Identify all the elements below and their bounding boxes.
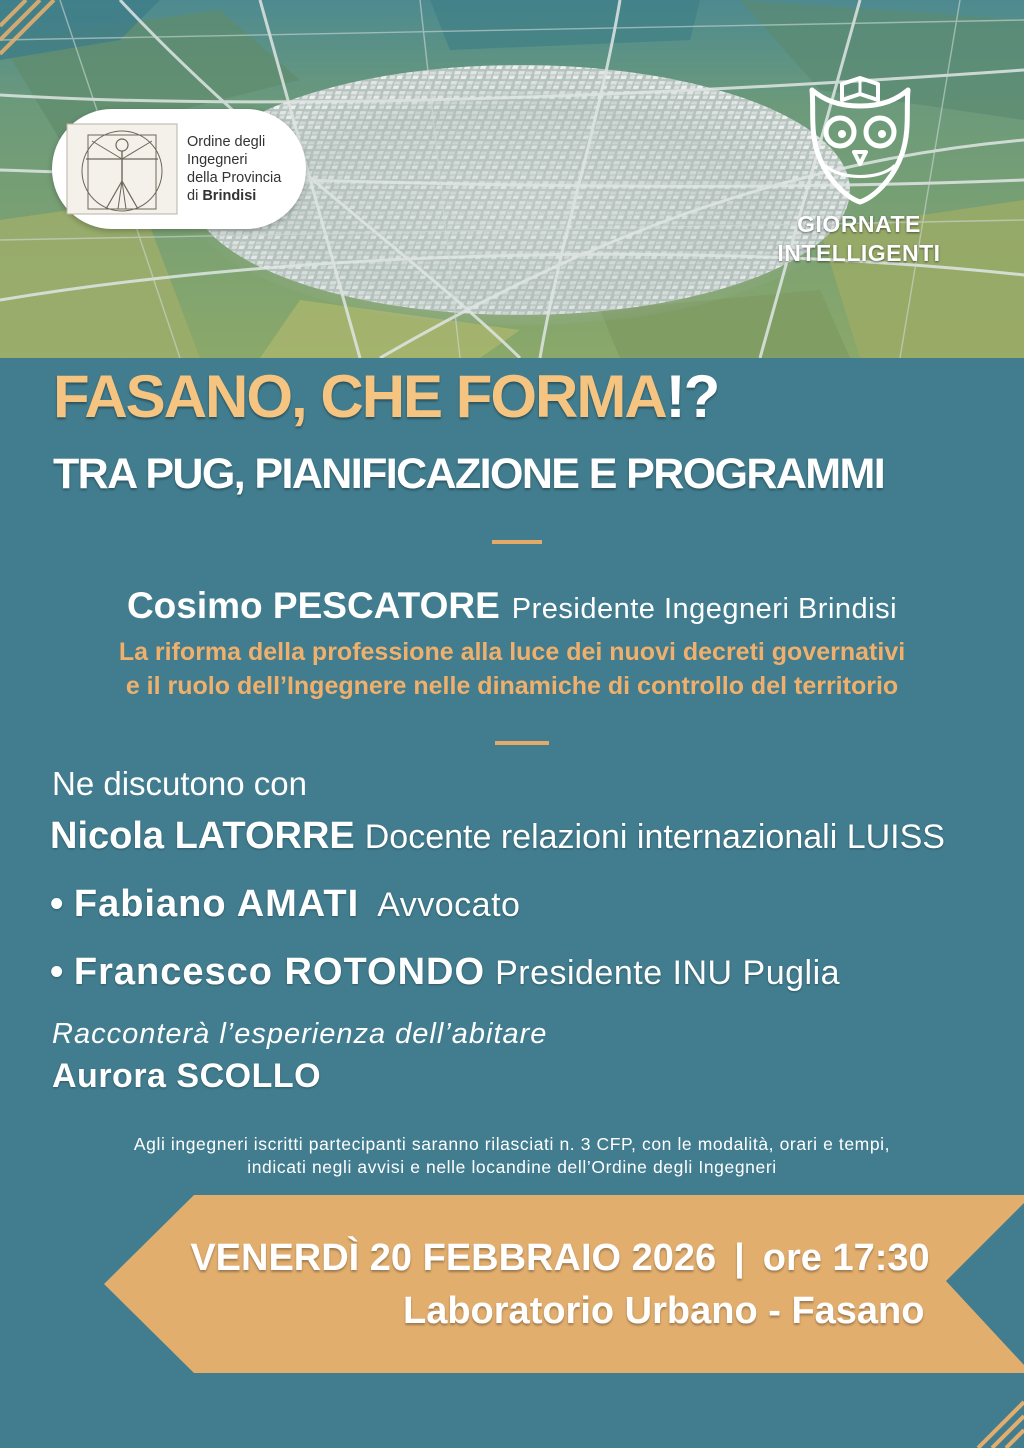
keynote-speaker <box>0 585 1024 627</box>
corner-decoration <box>954 1388 1024 1448</box>
panel-speaker-1 <box>50 815 945 858</box>
vitruvian-man-icon <box>62 119 182 219</box>
event-banner <box>0 1195 1024 1373</box>
speaker-3-name: Francesco ROTONDO <box>73 951 486 993</box>
owl-book-icon <box>804 70 916 210</box>
speaker-3-bullet: • <box>50 951 74 993</box>
badge-line-2: INTELLIGENTI <box>777 240 941 266</box>
testimony-label: Racconterà l’esperienza dell’abitare <box>52 1018 548 1050</box>
event-separator: | <box>734 1237 745 1279</box>
event-date: VENERDÌ 20 FEBBRAIO 2026 <box>190 1237 717 1279</box>
logo-line-1: Ordine degli <box>187 134 266 150</box>
keynote-role: Presidente Ingegneri Brindisi <box>511 593 898 625</box>
speaker-1-name: Nicola LATORRE <box>50 815 355 857</box>
topic-line-1: La riforma della professione alla luce dei nuovi decreti governativi <box>118 638 906 666</box>
speaker-2-bullet: • <box>50 883 74 925</box>
topic-line-2: e il ruolo dell’Ingegnere nelle dinamiche di controllo del territorio <box>125 672 899 700</box>
notice-line-2: indicati negli avvisi e nelle locandine dell’Ordine degli Ingegneri <box>247 1157 777 1177</box>
speaker-3-role: Presidente INU Puglia <box>495 954 841 992</box>
logo-line-4 <box>187 187 305 205</box>
ordine-ingegneri-text <box>187 133 305 205</box>
divider-2 <box>495 741 549 745</box>
page-title <box>53 362 718 431</box>
page-subtitle: TRA PUG, PIANIFICAZIONE E PROGRAMMI <box>53 450 885 498</box>
keynote-topic <box>0 635 1024 703</box>
testimony-name: Aurora SCOLLO <box>52 1057 322 1095</box>
header-image <box>0 0 1024 358</box>
event-venue: Laboratorio Urbano - Fasano <box>403 1290 925 1332</box>
badge-line-1: GIORNATE <box>797 211 921 237</box>
title-punct: !? <box>665 363 719 430</box>
panel-speaker-2 <box>50 883 520 926</box>
cfp-notice <box>0 1133 1024 1179</box>
panel-speaker-3 <box>50 951 840 994</box>
logo-line-4-bold: Brindisi <box>202 188 257 204</box>
event-datetime <box>140 1237 980 1280</box>
logo-line-2: Ingegneri <box>187 152 248 168</box>
title-main: FASANO, CHE FORMA <box>53 363 666 430</box>
panel-intro: Ne discutono con <box>52 765 307 802</box>
logo-line-3: della Provincia <box>187 170 282 186</box>
notice-line-1: Agli ingegneri iscritti partecipanti saranno rilasciati n. 3 CFP, con le modalità, orari e tempi, <box>133 1134 891 1154</box>
speaker-1-role: Docente relazioni internazionali LUISS <box>364 818 945 856</box>
giornate-intelligenti-text <box>748 210 970 268</box>
keynote-name: Cosimo PESCATORE <box>126 585 500 626</box>
ordine-ingegneri-logo <box>52 109 306 229</box>
speaker-2-role: Avvocato <box>377 886 521 924</box>
logo-line-4-prefix: di <box>187 188 203 204</box>
speaker-2-name: Fabiano AMATI <box>73 883 360 925</box>
event-time: ore 17:30 <box>762 1237 930 1279</box>
divider-1 <box>492 540 542 544</box>
banner-shape <box>104 1195 1024 1373</box>
